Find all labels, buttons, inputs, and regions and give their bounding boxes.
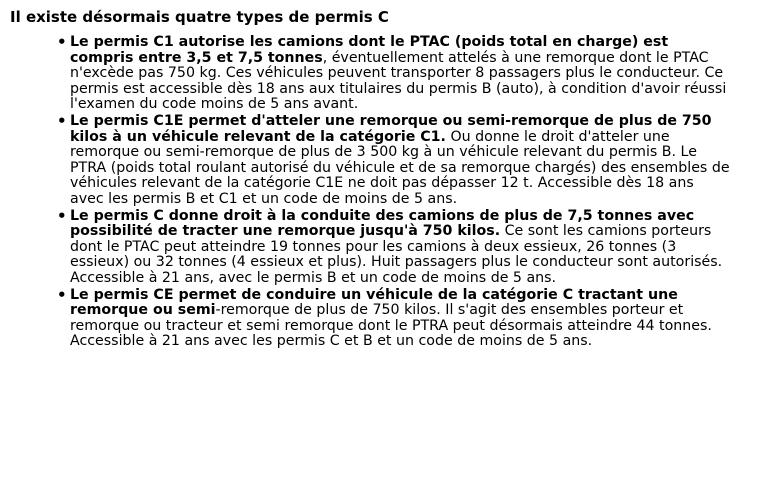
item-body-text: -remorque de plus de 750 kilos. Il s'agit des ensembles porteur et remorque ou tracteur et semi remorque dont le PTRA peut désormais atteindre 44 tonnes. Accessible à 21 ans avec les permis C et B et un code de moins de 5 ans. bbox=[70, 302, 712, 350]
item-body-text: Ou donne le droit d'atteler une remorque ou semi-remorque de plus de 3 500 kg à un véhicule relevant du permis B. Le PTRA (poids total roulant autorisé du véhicule et de sa remorque chargés) des ensembles de véhicules relevant de la catégorie C1E ne doit pas dépasser 12 t. Accessible dès 18 ans avec les permis B et C1 et un code de moins de 5 ans. bbox=[70, 128, 730, 207]
item-body-text: , éventuellement attelés à une remorque dont le PTAC n'excède pas 750 kg. Ces véhicules peuvent transporter 8 passagers plus le conducteur. Ce permis est accessible dès 18 ans aux titulaires du permis B (auto), à condition d'avoir réussi l'examen du code moins de 5 ans avant. bbox=[70, 49, 727, 113]
section-heading: Il existe désormais quatre types de permis C bbox=[10, 8, 389, 26]
item-body-text: Ce sont les camions porteurs dont le PTAC peut atteindre 19 tonnes pour les camions à deux essieux, 26 tonnes (3 essieux) ou 32 tonnes (4 essieux et plus). Huit passagers plus le conducteur sont autorisés. Accessible à 21 ans, avec le permis B et un code de moins de 5 ans. bbox=[70, 223, 723, 286]
list-item-permit-c1 bbox=[70, 35, 730, 113]
list-item-permit-c1e bbox=[70, 114, 730, 208]
list-item-permit-ce bbox=[70, 288, 730, 350]
item-bold-text: Le permis C1 autorise les camions dont le PTAC (poids total en charge) est compris entre 3,5 et 7,5 tonnes bbox=[70, 34, 669, 66]
item-bold-text: Le permis C1E permet d'atteler une remorque ou semi-remorque de plus de 750 kilos à un véhicule relevant de la catégorie C1. bbox=[70, 112, 712, 145]
permit-list bbox=[10, 35, 745, 350]
list-item-permit-c bbox=[70, 209, 730, 287]
item-bold-text: Le permis C donne droit à la conduite des camions de plus de 7,5 tonnes avec possibilité de tracter une remorque jusqu'à 750 kilos. bbox=[70, 207, 695, 240]
item-bold-text: Le permis CE permet de conduire un véhicule de la catégorie C tractant une remorque ou semi bbox=[70, 286, 678, 319]
